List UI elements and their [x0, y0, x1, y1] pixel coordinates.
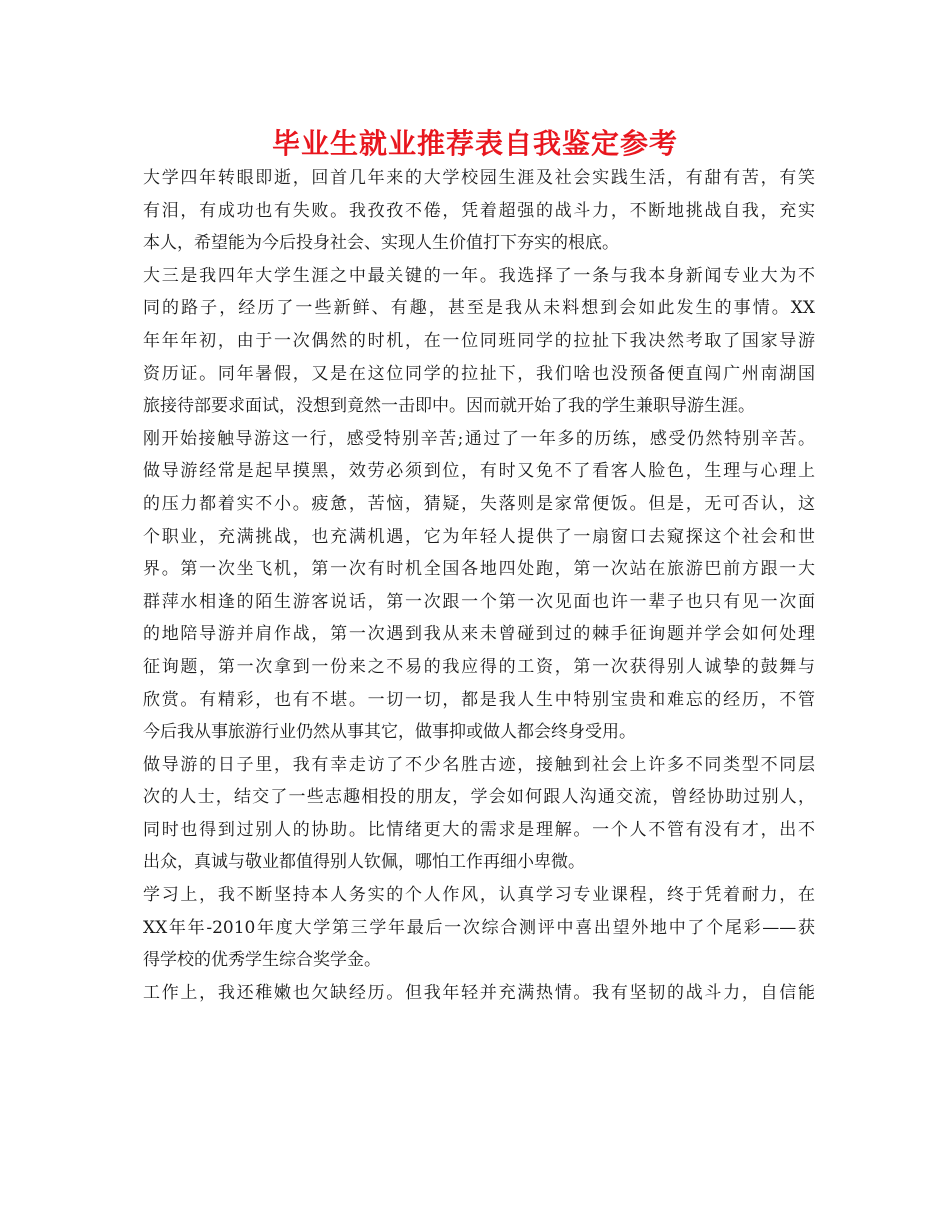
text-line: XX年年-2010年度大学第三学年最后一次综合测评中喜出望外地中了个尾彩——获 [143, 917, 815, 938]
page-title: 毕业生就业推荐表自我鉴定参考 [271, 127, 678, 160]
text-line: 本人，希望能为今后投身社会、实现人生价值打下夯实的根底。 [143, 233, 619, 254]
text-line: 做导游经常是起早摸黑，效劳必须到位，有时又免不了看客人脸色，生理与心理上 [143, 461, 815, 482]
text-line: 做导游的日子里，我有幸走访了不少名胜古迹，接触到社会上许多不同类型不同层 [143, 754, 815, 775]
text-line: 工作上，我还稚嫩也欠缺经历。但我年轻并充满热情。我有坚韧的战斗力，自信能 [143, 982, 815, 1003]
text-line: 年年年初，由于一次偶然的时机，在一位同班同学的拉扯下我决然考取了国家导游 [143, 330, 815, 351]
text-line: 出众，真诚与敬业都值得别人钦佩，哪怕工作再细小卑微。 [143, 852, 585, 873]
text-line: 得学校的优秀学生综合奖学金。 [143, 950, 381, 971]
text-line: 欣赏。有精彩，也有不堪。一切一切，都是我人生中特别宝贵和难忘的经历，不管 [143, 689, 815, 710]
text-line: 个职业，充满挑战，也充满机遇，它为年轻人提供了一扇窗口去窥探这个社会和世 [143, 526, 815, 547]
text-line: 刚开始接触导游这一行，感受特别辛苦;通过了一年多的历练，感受仍然特别辛苦。 [143, 428, 815, 449]
text-line: 的压力都着实不小。疲惫，苦恼，猜疑，失落则是家常便饭。但是，无可否认，这 [143, 493, 815, 514]
text-line: 群萍水相逢的陌生游客说话，第一次跟一个第一次见面也许一辈子也只有见一次面 [143, 591, 815, 612]
text-line: 的地陪导游并肩作战，第一次遇到我从来未曾碰到过的棘手征询题并学会如何处理 [143, 624, 815, 645]
document-body [143, 162, 815, 1009]
text-line: 大三是我四年大学生涯之中最关键的一年。我选择了一条与我本身新闻专业大为不 [143, 265, 815, 286]
text-line: 学习上，我不断坚持本人务实的个人作风，认真学习专业课程，终于凭着耐力，在 [143, 885, 815, 906]
text-line: 同的路子，经历了一些新鲜、有趣，甚至是我从未料想到会如此发生的事情。XX [143, 298, 815, 319]
text-line: 界。第一次坐飞机，第一次有时机全国各地四处跑，第一次站在旅游巴前方跟一大 [143, 559, 815, 580]
text-line: 资历证。同年暑假，又是在这位同学的拉扯下，我们啥也没预备便直闯广州南湖国 [143, 363, 815, 384]
text-line: 今后我从事旅游行业仍然从事其它，做事抑或做人都会终身受用。 [143, 722, 636, 743]
text-line: 同时也得到过别人的协助。比情绪更大的需求是理解。一个人不管有没有才，出不 [143, 819, 815, 840]
text-line: 有泪，有成功也有失败。我孜孜不倦，凭着超强的战斗力，不断地挑战自我，充实 [143, 200, 815, 221]
text-line: 大学四年转眼即逝，回首几年来的大学校园生涯及社会实践生活，有甜有苦，有笑 [143, 168, 815, 188]
text-line: 次的人士，结交了一些志趣相投的朋友，学会如何跟人沟通交流，曾经协助过别人， [143, 787, 815, 808]
text-line: 征询题，第一次拿到一份来之不易的我应得的工资，第一次获得别人诚挚的鼓舞与 [143, 656, 815, 677]
text-line: 旅接待部要求面试，没想到竟然一击即中。因而就开始了我的学生兼职导游生涯。 [143, 396, 755, 417]
